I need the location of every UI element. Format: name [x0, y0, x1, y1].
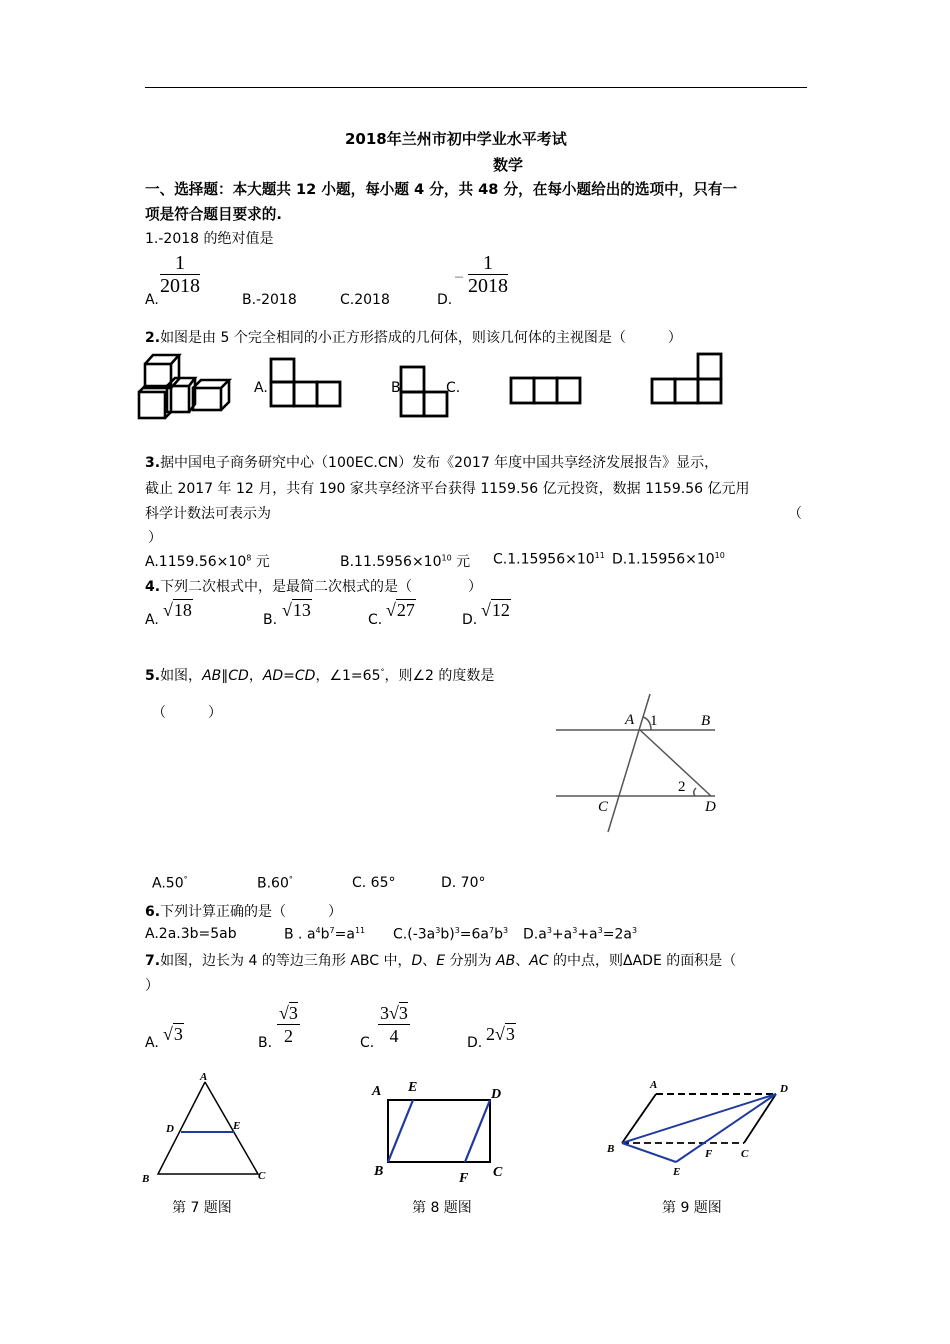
q4-option-a-label: A. [145, 612, 159, 628]
q7-option-b-label: B. [258, 1035, 273, 1051]
fig8-label-b: B [374, 1164, 384, 1179]
q1-stem: 1.-2018 的绝对值是 [145, 231, 274, 247]
q1-option-d-fraction [468, 252, 508, 297]
q1-option-b: B.-2018 [242, 292, 297, 308]
q4-d-radicand: 12 [491, 600, 510, 620]
q7-b-denominator: 2 [283, 1026, 293, 1046]
q5-paren: （ ） [152, 705, 222, 721]
q2-option-b-label: B [391, 380, 401, 396]
q4-stem [145, 576, 482, 596]
q4-option-d-radical: √12 [481, 600, 510, 620]
q7-option-c-fraction [378, 1002, 410, 1047]
fig7-label-b: B [142, 1173, 150, 1183]
q1-d-numerator: 1 [468, 252, 508, 275]
q3-c-exp: 11 [594, 551, 605, 560]
q6-option-d [523, 926, 637, 943]
q1-a-numerator: 1 [160, 252, 200, 275]
q5-stem [145, 665, 494, 685]
q1-a-denominator: 2018 [160, 275, 200, 297]
q1-option-d-label: D. [437, 292, 453, 308]
q7-number: 7. [145, 953, 161, 969]
q5-cond1: AB∥CD [202, 668, 249, 684]
q6-b-post: =a [334, 926, 355, 943]
fig8-label-a: A [372, 1084, 382, 1099]
q6-d-e1: 3 [546, 926, 552, 935]
q5-post: ，则∠2 的度数是 [384, 668, 495, 684]
q2-option-b-view [399, 365, 451, 419]
q5-figure [553, 690, 718, 835]
q7-a-radicand: 3 [173, 1024, 183, 1044]
q7-c-coef: 3 [380, 1003, 389, 1023]
fig8-rectangle [367, 1072, 517, 1186]
q3-paren-close: ） [148, 530, 162, 546]
q6-stem [145, 901, 342, 921]
fig9-label-d: D [780, 1083, 788, 1095]
q3-option-a [145, 551, 270, 571]
q2-stem [145, 327, 682, 347]
q7-option-d-radical: 2√3 [486, 1024, 515, 1044]
q3-a-base: A.1159.56×10 [145, 554, 247, 570]
q6-d-p2: +a [577, 926, 598, 943]
q5-label-1: 1 [650, 713, 658, 729]
fig9-label-a: A [650, 1079, 658, 1091]
q6-c-post: =6a [459, 926, 489, 943]
q1-d-minus-sign: – [455, 268, 463, 285]
q6-c-e1: 3 [435, 926, 441, 935]
q3-option-b [340, 551, 470, 571]
q5-b-deg: ° [288, 875, 293, 884]
q3-a-unit: 元 [251, 554, 270, 570]
section1-line1: 一、选择题：本大题共 12 小题，每小题 4 分，共 48 分，在每小题给出的选项中，只有一 [145, 181, 738, 198]
q6-d-e3: 3 [597, 926, 603, 935]
q5-label-2: 2 [678, 779, 686, 795]
q5-option-c: C. 65° [352, 875, 396, 891]
q1-option-a-label: A. [145, 292, 159, 308]
fig7-triangle [138, 1068, 273, 1183]
q5-deg: ° [380, 667, 385, 677]
q2-option-a-label: A. [254, 380, 268, 396]
q5-pre: 如图， [160, 668, 203, 684]
q6-c-mid: b) [440, 926, 455, 943]
fig9-label-b: B [607, 1143, 615, 1155]
q6-c-mid2: b [494, 926, 503, 943]
q4-option-a-radical: √18 [163, 600, 192, 620]
q6-stem-text: 下列计算正确的是（ ） [160, 904, 343, 920]
fig8-caption: 第 8 题图 [412, 1200, 472, 1216]
q6-c-e4: 3 [502, 926, 509, 935]
q1-option-c: C.2018 [340, 292, 390, 308]
q7-e: E [436, 953, 446, 969]
q1-option-a-fraction [160, 252, 200, 297]
fig7-caption: 第 7 题图 [172, 1200, 232, 1216]
q3-a-exp: 8 [246, 553, 252, 563]
q3-line1 [145, 452, 718, 472]
q2-stem-text: 如图是由 5 个完全相同的小正方形搭成的几何体，则该几何体的主视图是（ ） [160, 330, 682, 346]
q7-ab: AB [496, 953, 516, 969]
q7-c-denominator: 4 [389, 1026, 399, 1046]
q3-option-c [493, 551, 605, 568]
q5-option-d: D. 70° [441, 875, 486, 891]
q7-c-radicand: 3 [398, 1003, 408, 1023]
q7-option-a-radical: √3 [163, 1024, 183, 1044]
q6-d-e4: 3 [631, 926, 638, 935]
q6-c-e2: 3 [454, 926, 460, 935]
fig9-parallelogram [604, 1072, 799, 1180]
q7-sep2: 、 [515, 953, 530, 969]
q4-stem-text: 下列二次根式中，是最简二次根式的是（ ） [160, 579, 483, 595]
q6-number: 6. [145, 904, 161, 920]
q5-label-c: C [598, 799, 609, 815]
q5-option-b [257, 875, 293, 892]
q3-c-base: C.1.15956×10 [493, 551, 595, 568]
q4-b-radicand: 13 [292, 600, 311, 620]
q2-option-d-view [650, 352, 724, 406]
q2-option-c-label: C. [446, 380, 461, 396]
q4-number: 4. [145, 579, 161, 595]
q5-label-b: B [701, 713, 711, 729]
q7-b-radicand: 3 [288, 1003, 298, 1023]
q7-option-c-label: C. [360, 1035, 375, 1051]
fig7-label-d: D [166, 1123, 174, 1135]
fig7-label-e: E [233, 1120, 241, 1132]
q3-d-base: D.1.15956×10 [612, 551, 715, 568]
q7-stem [145, 950, 736, 970]
q7-d-radicand: 3 [505, 1024, 515, 1044]
q7-mid: 分别为 [445, 953, 497, 969]
q6-option-c [393, 926, 508, 943]
q5-cond2: AD=CD [262, 668, 316, 684]
q4-option-b-radical: √13 [282, 600, 311, 620]
q7-ac: AC [529, 953, 549, 969]
q3-d-exp: 10 [714, 551, 725, 560]
fig8-label-f: F [459, 1171, 469, 1186]
q3-line2: 截止 2017 年 12 月，共有 190 家共享经济平台获得 1159.56 亿元投资，数据 1159.56 亿元用 [145, 481, 750, 497]
fig8-label-e: E [408, 1080, 418, 1095]
q7-b-numerator: √3 [279, 1003, 298, 1023]
q3-number: 3. [145, 455, 161, 471]
q6-b-e1: 4 [315, 926, 321, 935]
q3-line3: 科学计数法可表示为 [145, 506, 271, 522]
fig7-label-c: C [258, 1170, 266, 1182]
q3-b-base: B.11.5956×10 [340, 554, 442, 570]
q6-d-p1: +a [551, 926, 573, 943]
q3-line1-text: 据中国电子商务研究中心（100EC.CN）发布《2017 年度中国共享经济发展报告》显示， [160, 455, 719, 471]
q6-b-mid: b [320, 926, 330, 943]
fig9-caption: 第 9 题图 [662, 1200, 722, 1216]
q2-number: 2. [145, 330, 161, 346]
q2-solid-figure [135, 350, 235, 425]
q5-option-a [152, 875, 188, 892]
q1-d-denominator: 2018 [468, 275, 508, 297]
q4-c-radicand: 27 [396, 600, 415, 620]
q5-number: 5. [145, 668, 161, 684]
q5-b-text: B.60 [257, 875, 289, 892]
q7-stem-close: ） [145, 978, 159, 994]
q6-d-pre: D.a [523, 926, 547, 943]
q6-b-e2: 7 [329, 926, 335, 935]
fig8-label-c: C [493, 1165, 503, 1180]
q6-d-e2: 3 [572, 926, 578, 935]
q7-post: 的中点，则ΔADE 的面积是（ [548, 953, 737, 969]
q6-c-e3: 7 [489, 926, 495, 935]
q6-option-b [284, 926, 365, 943]
q5-label-a: A [625, 712, 635, 728]
fig9-label-e: E [673, 1166, 681, 1178]
q6-b-pre: B . a [284, 926, 316, 943]
q7-d: D [411, 953, 423, 969]
q5-sep2: ，∠1=65 [315, 668, 381, 684]
q3-b-exp: 10 [441, 553, 452, 563]
q6-b-e3: 11 [354, 926, 366, 935]
q4-option-b-label: B. [263, 612, 278, 628]
q4-option-c-radical: √27 [386, 600, 415, 620]
q4-option-d-label: D. [462, 612, 478, 628]
q3-paren-open: （ [788, 506, 802, 522]
q3-option-d [612, 551, 725, 568]
q6-d-p3: =2a [602, 926, 632, 943]
exam-subject: 数学 [493, 156, 524, 174]
q6-option-a: A.2a.3b=5ab [145, 926, 237, 942]
q7-d-coef: 2 [486, 1024, 495, 1044]
section1-line2: 项是符合题目要求的. [145, 206, 282, 223]
q2-option-c-view [509, 376, 583, 406]
q7-stem-pre: 如图，边长为 4 的等边三角形 ABC 中， [160, 953, 412, 969]
q3-b-unit: 元 [451, 554, 471, 570]
q7-sep: 、 [422, 953, 437, 969]
q6-c-pre: C.(-3a [393, 926, 436, 943]
fig9-label-c: C [741, 1148, 749, 1160]
q5-label-d: D [705, 799, 716, 815]
q5-a-deg: ° [183, 875, 188, 884]
q4-a-radicand: 18 [173, 600, 192, 620]
fig8-label-d: D [491, 1087, 502, 1102]
q7-option-d-label: D. [467, 1035, 483, 1051]
exam-title: 2018年兰州市初中学业水平考试 [345, 130, 567, 148]
header-rule [145, 87, 807, 88]
q2-option-a-view [269, 357, 343, 409]
q7-option-b-fraction [277, 1002, 300, 1047]
q7-option-a-label: A. [145, 1035, 159, 1051]
q7-c-numerator: 3√3 [380, 1003, 408, 1023]
q5-a-text: A.50 [152, 875, 184, 892]
q4-option-c-label: C. [368, 612, 383, 628]
q5-sep1: ， [248, 668, 263, 684]
fig9-label-f: F [705, 1148, 713, 1160]
fig7-label-a: A [200, 1071, 208, 1083]
